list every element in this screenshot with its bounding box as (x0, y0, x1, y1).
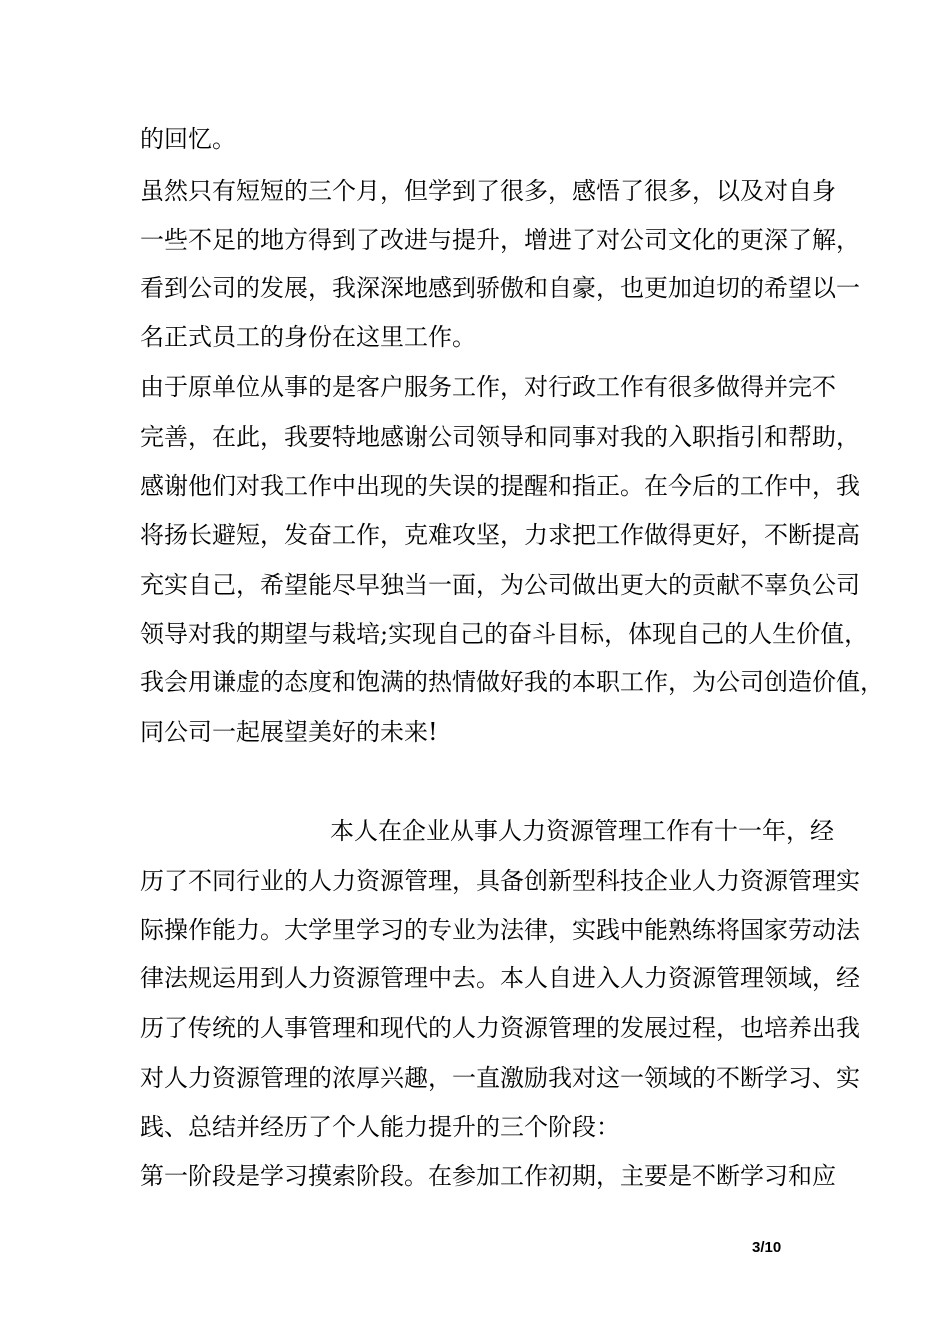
text-line: 对人力资源管理的浓厚兴趣，一直激励我对这一领域的不断学习、实 (140, 1064, 860, 1092)
text-line: 感谢他们对我工作中出现的失误的提醒和指正。在今后的工作中，我 (140, 472, 860, 500)
text-line: 同公司一起展望美好的未来! (140, 718, 438, 746)
page-number: 3/10 (752, 1239, 782, 1256)
text-line: 领导对我的期望与栽培;实现自己的奋斗目标，体现自己的人生价值， (140, 620, 869, 648)
text-line: 律法规运用到人力资源管理中去。本人自进入人力资源管理领域，经 (140, 964, 860, 992)
text-line: 完善，在此，我要特地感谢公司领导和同事对我的入职指引和帮助， (140, 423, 860, 451)
text-line: 将扬长避短，发奋工作，克难攻坚，力求把工作做得更好，不断提高 (140, 521, 860, 549)
text-line: 践、总结并经历了个人能力提升的三个阶段： (140, 1113, 620, 1141)
text-line: 的回忆。 (140, 125, 236, 153)
text-line: 第一阶段是学习摸索阶段。在参加工作初期，主要是不断学习和应 (140, 1162, 836, 1190)
text-line: 名正式员工的身份在这里工作。 (140, 323, 476, 351)
text-line: 一些不足的地方得到了改进与提升，增进了对公司文化的更深了解， (140, 226, 860, 254)
text-line: 本人在企业从事人力资源管理工作有十一年，经 (330, 817, 834, 845)
text-line: 充实自己，希望能尽早独当一面，为公司做出更大的贡献不辜负公司 (140, 571, 860, 599)
text-line: 历了不同行业的人力资源管理，具备创新型科技企业人力资源管理实 (140, 867, 860, 895)
text-line: 际操作能力。大学里学习的专业为法律，实践中能熟练将国家劳动法 (140, 916, 860, 944)
text-line: 我会用谦虚的态度和饱满的热情做好我的本职工作，为公司创造价值， (140, 668, 884, 696)
text-line: 历了传统的人事管理和现代的人力资源管理的发展过程，也培养出我 (140, 1014, 860, 1042)
text-line: 由于原单位从事的是客户服务工作，对行政工作有很多做得并完不 (140, 373, 836, 401)
text-line: 看到公司的发展，我深深地感到骄傲和自豪，也更加迫切的希望以一 (140, 274, 860, 302)
text-line: 虽然只有短短的三个月，但学到了很多，感悟了很多，以及对自身 (140, 177, 836, 205)
